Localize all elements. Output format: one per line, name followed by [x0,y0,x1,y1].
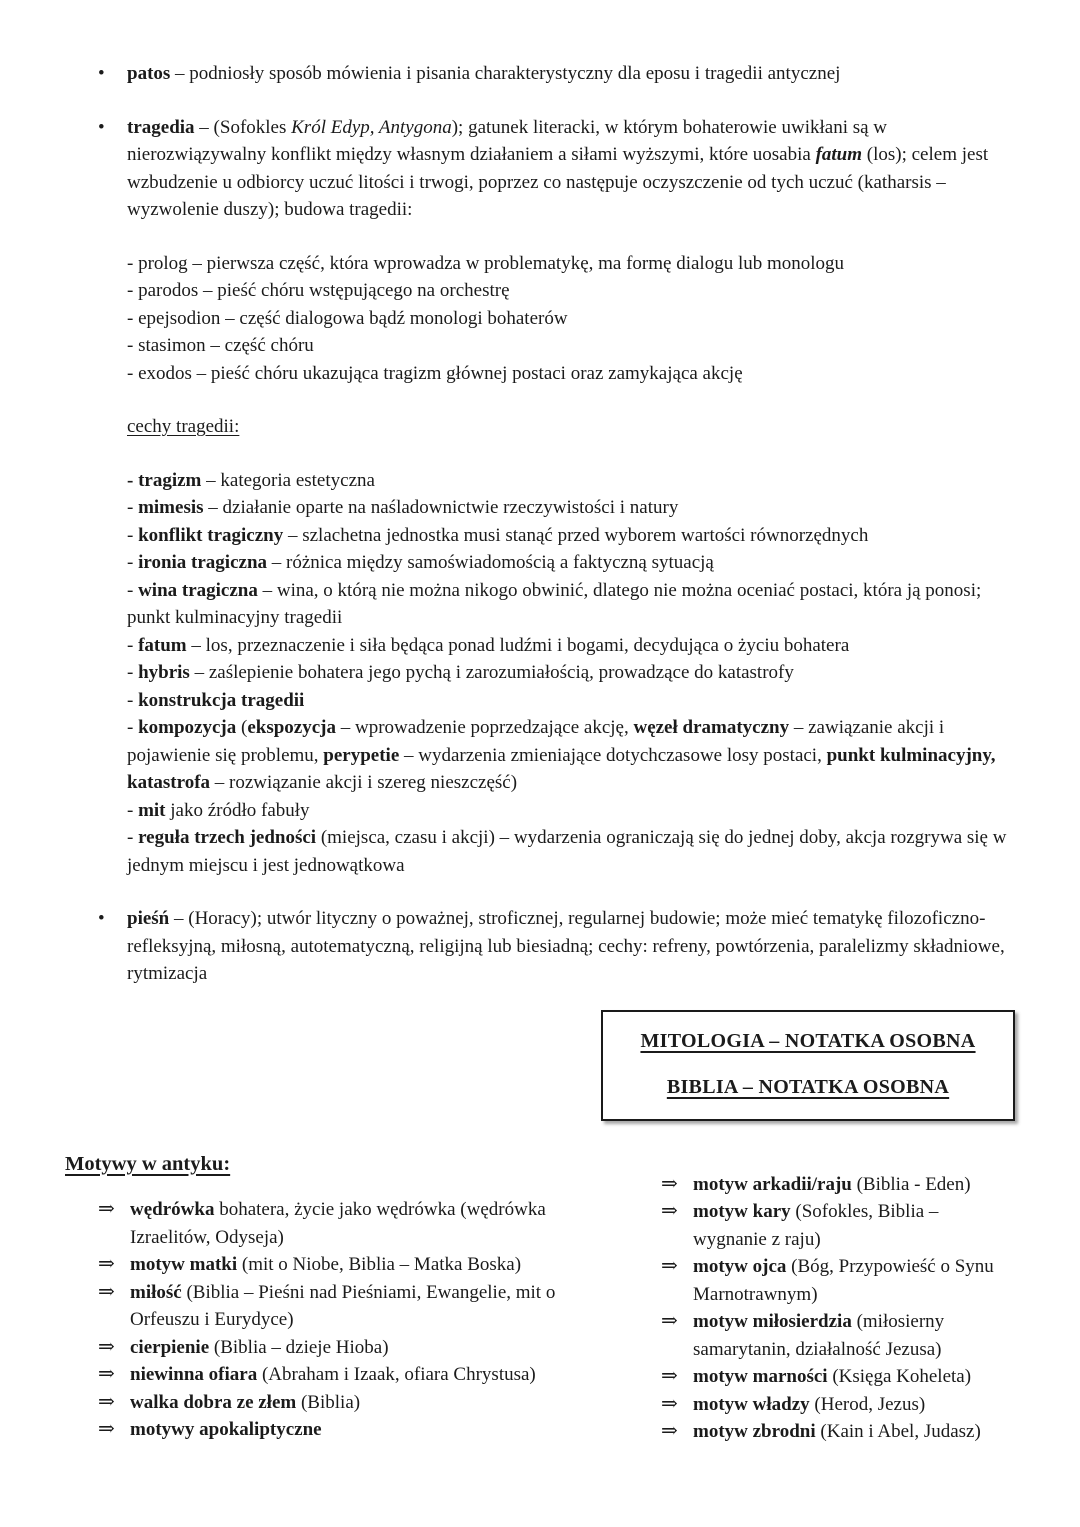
motif-item: ⇒ motyw zbrodni (Kain i Abel, Judasz) [661,1418,1015,1446]
motifs-left-list [65,1196,602,1444]
motif-item: ⇒ niewinna ofiara (Abraham i Izaak, ofiara Chrystusa) [65,1361,602,1389]
double-arrow-icon: ⇒ [98,1390,115,1413]
list-item: - fatum – los, przeznaczenie i siła będąca ponad ludźmi i bogami, decydująca o życiu bohatera [127,634,850,656]
motif-item: ⇒ walka dobra ze złem (Biblia) [65,1389,602,1417]
list-item: - exodos – pieść chóru ukazująca tragizm głównej postaci oraz zamykająca akcję [127,362,743,384]
bullet-item-patos [65,60,1015,88]
list-item: - ironia tragiczna – różnica między samoświadomością a faktyczną sytuacją [127,552,714,573]
tragedy-features-list [65,467,1015,880]
double-arrow-icon: ⇒ [661,1392,678,1415]
double-arrow-icon: ⇒ [661,1310,678,1332]
bullet-icon: • [98,63,105,84]
list-item: - wina tragiczna – wina, o którą nie można nikogo obwinić, dlatego nie można oceniać postaci, która ją ponosi; punkt kulminacyjny tragedii [127,579,982,628]
section-heading-cechy [65,413,1015,441]
motif-item: ⇒ motyw ojca (Bóg, Przypowieść o Synu Marnotrawnym) [661,1255,994,1305]
bullet-icon: • [98,116,105,138]
motifs-right-list [661,1171,1015,1446]
list-item: - kompozycja (ekspozycja – wprowadzenie poprzedzające akcję, węzeł dramatyczny – zawiązanie akcji i pojawienie się problemu, perypetie – wydarzenia zmieniające dotychczasowe losy postaci, punkt kulminacyjny, katastrofa – rozwiązanie akcji i szereg nieszczęść) [127,717,996,793]
paragraph-text: patos – podniosły sposób mówienia i pisania charakterystyczny dla eposu i tragedii antycznej [127,63,841,84]
double-arrow-icon: ⇒ [98,1198,115,1220]
motifs-heading: Motywy w antyku: [65,1152,231,1175]
list-item: - mimesis – działanie oparte na naśladownictwie rzeczywistości i natury [127,497,679,518]
list-item: - prolog – pierwsza część, która wprowadza w problematykę, ma formę dialogu lub monologu [127,252,845,274]
list-item: - parodos – pieść chóru wstępującego na orchestrę [127,280,510,301]
list-item: - epejsodion – część dialogowa bądź monologi bohaterów [127,307,568,329]
motif-item: ⇒ cierpienie (Biblia – dzieje Hioba) [65,1334,602,1362]
double-arrow-icon: ⇒ [98,1335,115,1358]
motif-item: ⇒ motyw arkadii/raju (Biblia - Eden) [661,1171,1015,1199]
bullet-item-tragedia [65,114,1015,224]
motif-item: ⇒ wędrówka bohatera, życie jako wędrówka (wędrówka Izraelitów, Odyseja) [98,1198,546,1248]
double-arrow-icon: ⇒ [98,1418,115,1440]
motifs-section [65,1151,1015,1446]
motif-item: ⇒ motyw kary (Sofokles, Biblia – wygnanie z raju) [661,1200,939,1250]
motif-item: ⇒ motyw matki (mit o Niobe, Biblia – Matka Boska) [65,1251,602,1279]
motif-item: ⇒ motyw miłosierdzia (miłosierny samarytanin, działalność Jezusa) [661,1310,945,1360]
list-item: - konflikt tragiczny – szlachetna jednostka musi stanąć przed wyborem wartości równorzędnych [127,524,869,546]
double-arrow-icon: ⇒ [98,1363,115,1385]
motifs-left-column [65,1151,602,1446]
bullet-icon: • [98,908,105,929]
tragedy-structure-list [65,250,1015,388]
double-arrow-icon: ⇒ [98,1253,115,1275]
note-box-line-biblia: BIBLIA – NOTATKA OSOBNA [666,1075,950,1098]
paragraph-text: pieśń – (Horacy); utwór lityczny o poważnej, stroficznej, regularnej budowie; może mieć tematykę filozoficzno-refleksyjną, miłosną, autotematyczną, religijną lub biesiadną; cechy: refreny, powtórzenia, paralelizmy składniowe, rytmizacja [127,908,1005,984]
note-box-line-mitologia: MITOLOGIA – NOTATKA OSOBNA [640,1029,976,1052]
list-item: - tragizm – kategoria estetyczna [127,469,375,491]
heading-text: cechy tragedii: [127,416,240,437]
motif-item: ⇒ motyw władzy (Herod, Jezus) [661,1391,1015,1419]
list-item: - konstrukcja tragedii [127,689,305,711]
double-arrow-icon: ⇒ [661,1420,678,1442]
double-arrow-icon: ⇒ [98,1280,115,1303]
list-item: - hybris – zaślepienie bohatera jego pychą i zarozumiałością, prowadzące do katastrofy [127,662,794,683]
bullet-item-piesn [65,905,1015,988]
double-arrow-icon: ⇒ [661,1365,678,1387]
double-arrow-icon: ⇒ [661,1172,678,1195]
motif-item: ⇒ miłość (Biblia – Pieśni nad Pieśniami, Ewangelie, mit o Orfeuszu i Eurydyce) [98,1280,556,1330]
note-box-row [65,1010,1015,1121]
note-box [601,1010,1015,1121]
double-arrow-icon: ⇒ [661,1255,678,1277]
list-item: - reguła trzech jedności (miejsca, czasu i akcji) – wydarzenia ograniczają się do jednej doby, akcja rozgrywa się w jednym miejscu i jest jednowątkowa [127,827,1007,876]
motifs-right-column [661,1171,1015,1446]
paragraph-text: tragedia – (Sofokles Król Edyp, Antygona); gatunek literacki, w którym bohaterowie uwikłani są w nierozwiązywalny konflikt między własnym działaniem a siłami wyższymi, które uosabia fatum (los); celem jest wzbudzenie u odbiorcy uczuć litości i trwogi, poprzez co następuje oczyszczenie od tych uczuć (katharsis – wyzwolenie duszy); budowa tragedii: [127,116,989,220]
list-item: - mit jako źródło fabuły [127,799,310,821]
motif-item: ⇒ motywy apokaliptyczne [65,1416,602,1444]
motif-item: ⇒ motyw marności (Księga Koheleta) [661,1363,1015,1391]
list-item: - stasimon – część chóru [127,335,314,356]
double-arrow-icon: ⇒ [661,1200,678,1222]
